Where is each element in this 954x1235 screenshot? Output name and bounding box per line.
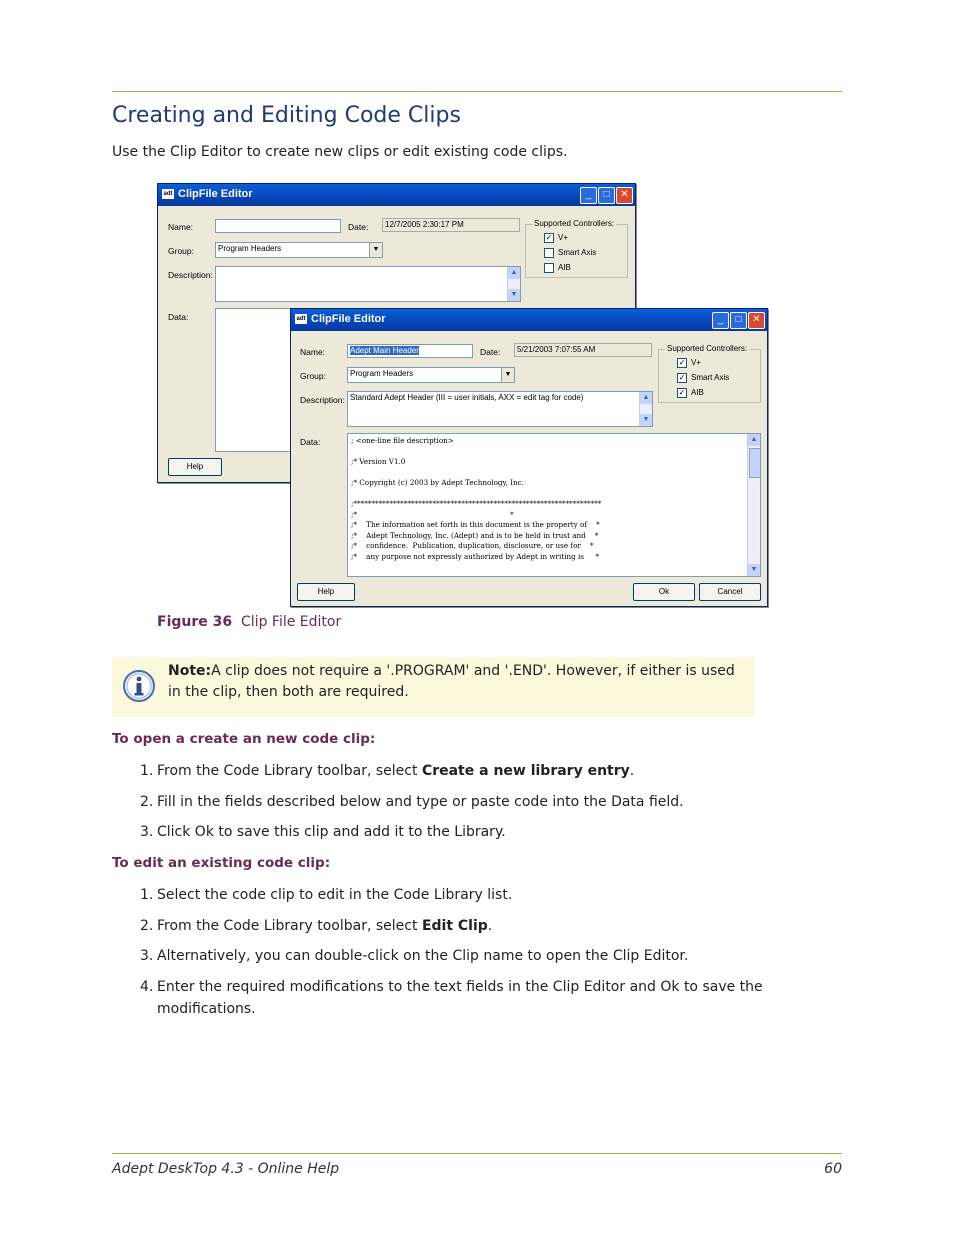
figure-label: Figure 36 bbox=[157, 614, 233, 630]
description-label: Description: bbox=[168, 270, 213, 280]
controller-checkbox-smart-axis[interactable]: ✓ Smart Axis bbox=[678, 373, 730, 383]
scroll-down-icon[interactable]: ▼ bbox=[508, 289, 520, 301]
date-label: Date: bbox=[348, 222, 369, 232]
data-label: Data: bbox=[168, 312, 189, 322]
date-label: Date: bbox=[480, 347, 501, 357]
step-text-end: . bbox=[487, 917, 493, 934]
description-value: Standard Adept Header (III = user initials, AXX = edit tag for code) bbox=[350, 393, 584, 402]
intro-text: Use the Clip Editor to create new clips or edit existing code clips. bbox=[112, 144, 568, 160]
step-text-end: . bbox=[629, 763, 635, 779]
name-field[interactable] bbox=[215, 219, 341, 233]
step-number: 1. bbox=[140, 763, 154, 779]
description-field[interactable] bbox=[347, 391, 653, 427]
step-emphasis: Edit Clip bbox=[421, 917, 488, 934]
step-number: 2. bbox=[140, 917, 154, 934]
group-label: Group: bbox=[168, 246, 194, 256]
list-item bbox=[112, 884, 792, 906]
group-select[interactable] bbox=[215, 242, 383, 258]
date-field: 5/21/2003 7:07:55 AM bbox=[514, 343, 652, 357]
controller-checkbox-aib[interactable]: AIB bbox=[544, 263, 571, 273]
group-value: Program Headers bbox=[350, 369, 414, 378]
step-number: 3. bbox=[140, 948, 154, 964]
description-field[interactable] bbox=[215, 266, 521, 302]
edit-steps-list bbox=[112, 884, 792, 1028]
step-text: Select the code clip to edit in the Code Library list. bbox=[157, 887, 513, 903]
clipfile-editor-front-window bbox=[290, 308, 768, 607]
close-icon[interactable]: ✕ bbox=[748, 312, 765, 329]
step-text: Fill in the fields described below and type or paste code into the Data field. bbox=[157, 793, 684, 810]
controller-checkbox-aib[interactable]: ✓ AIB bbox=[678, 388, 704, 398]
minimize-icon[interactable]: _ bbox=[712, 312, 729, 329]
step-number: 2. bbox=[140, 793, 154, 810]
titlebar[interactable] bbox=[158, 184, 635, 206]
footer-title: Adept DeskTop 4.3 - Online Help bbox=[112, 1161, 340, 1177]
section-open-title: To open a create an new code clip: bbox=[112, 731, 376, 747]
close-icon[interactable]: ✕ bbox=[616, 187, 633, 204]
window-title: ClipFile Editor bbox=[178, 188, 253, 200]
maximize-icon[interactable]: □ bbox=[730, 312, 747, 329]
help-button[interactable]: Help bbox=[297, 583, 355, 601]
top-rule bbox=[112, 91, 842, 92]
chevron-down-icon[interactable]: ▼ bbox=[369, 243, 382, 257]
info-icon bbox=[122, 669, 156, 703]
note-box bbox=[112, 657, 754, 717]
supported-controllers-group bbox=[658, 344, 761, 403]
cancel-button[interactable]: Cancel bbox=[699, 583, 761, 601]
chevron-down-icon[interactable]: ▼ bbox=[501, 368, 514, 382]
step-text: Alternatively, you can double-click on the Clip name to open the Clip Editor. bbox=[157, 948, 689, 964]
step-text: From the Code Library toolbar, select bbox=[157, 917, 422, 934]
list-item bbox=[112, 945, 792, 967]
controllers-label: Supported Controllers: bbox=[667, 344, 748, 353]
note-label: Note: bbox=[168, 663, 212, 679]
name-label: Name: bbox=[168, 222, 194, 232]
step-text: Click Ok to save this clip and add it to the Library. bbox=[157, 824, 506, 840]
note-body: A clip does not require a '.PROGRAM' and '.END'. However, if either is used in the clip, then both are required. bbox=[168, 663, 735, 700]
data-code-field[interactable] bbox=[347, 433, 761, 577]
description-label: Description: bbox=[300, 395, 345, 405]
description-scrollbar[interactable] bbox=[507, 267, 520, 301]
data-field[interactable] bbox=[215, 308, 293, 452]
data-scrollbar[interactable] bbox=[747, 434, 760, 576]
page-number: 60 bbox=[824, 1161, 842, 1177]
open-steps-list bbox=[112, 760, 792, 852]
list-item bbox=[112, 760, 792, 782]
footer-rule bbox=[112, 1153, 842, 1154]
page-title: Creating and Editing Code Clips bbox=[112, 103, 461, 128]
group-select[interactable] bbox=[347, 367, 515, 383]
maximize-icon[interactable]: □ bbox=[598, 187, 615, 204]
app-icon: adt bbox=[296, 316, 306, 322]
step-number: 4. bbox=[140, 978, 154, 995]
scroll-up-icon[interactable]: ▲ bbox=[640, 392, 652, 404]
controller-checkbox-vplus[interactable]: ✓ V+ bbox=[678, 358, 702, 368]
name-field[interactable] bbox=[347, 344, 473, 358]
list-item bbox=[112, 791, 792, 813]
group-value: Program Headers bbox=[218, 244, 282, 253]
date-field: 12/7/2005 2:30:17 PM bbox=[382, 218, 520, 232]
scroll-down-icon[interactable]: ▼ bbox=[640, 414, 652, 426]
supported-controllers-group bbox=[525, 219, 628, 278]
window-title: ClipFile Editor bbox=[311, 313, 386, 325]
section-edit-title: To edit an existing code clip: bbox=[112, 855, 331, 871]
list-item bbox=[112, 821, 792, 843]
ok-button[interactable]: Ok bbox=[633, 583, 695, 601]
minimize-icon[interactable]: _ bbox=[580, 187, 597, 204]
controllers-label: Supported Controllers: bbox=[534, 219, 615, 228]
list-item bbox=[112, 976, 792, 1020]
titlebar[interactable] bbox=[291, 309, 767, 331]
step-number: 3. bbox=[140, 824, 154, 840]
figure-caption-text: Clip File Editor bbox=[241, 614, 342, 630]
controller-checkbox-vplus[interactable]: ✓ V+ bbox=[545, 233, 569, 243]
figure-caption bbox=[157, 614, 341, 630]
controller-checkbox-smart-axis[interactable]: Smart Axis bbox=[544, 248, 596, 258]
description-scrollbar[interactable] bbox=[639, 392, 652, 426]
help-button[interactable]: Help bbox=[168, 458, 222, 476]
data-code-text: ; <one-line file description> ;* Version V1.0 ;* Copyright (c) 2003 by Adept Technology, Inc. ;********************************************************************* ;* * ;* The information set forth in this document is the property of * ;* Adept Technology, Inc. (Adept) and is to be held in trust and * ;* confidence. Publication, duplication, disclosure, or use for * ;* any purpose not expressly authorized by Adept in writing is * bbox=[351, 436, 602, 561]
step-number: 1. bbox=[140, 887, 154, 903]
app-icon: adt bbox=[163, 191, 173, 197]
name-label: Name: bbox=[300, 347, 326, 357]
scroll-up-icon[interactable]: ▲ bbox=[508, 267, 520, 279]
scroll-thumb[interactable] bbox=[749, 448, 761, 478]
data-label: Data: bbox=[300, 437, 321, 447]
name-value: Adept Main Header bbox=[350, 346, 419, 355]
step-text: From the Code Library toolbar, select bbox=[157, 763, 422, 779]
step-emphasis: Create a new library entry bbox=[421, 763, 630, 779]
scroll-up-icon[interactable]: ▲ bbox=[748, 434, 760, 446]
step-text: Enter the required modifications to the text fields in the Clip Editor and Ok to save the modifications. bbox=[157, 978, 763, 1017]
group-label: Group: bbox=[300, 371, 326, 381]
scroll-down-icon[interactable]: ▼ bbox=[748, 564, 760, 576]
list-item bbox=[112, 915, 792, 937]
note-text bbox=[168, 661, 748, 703]
